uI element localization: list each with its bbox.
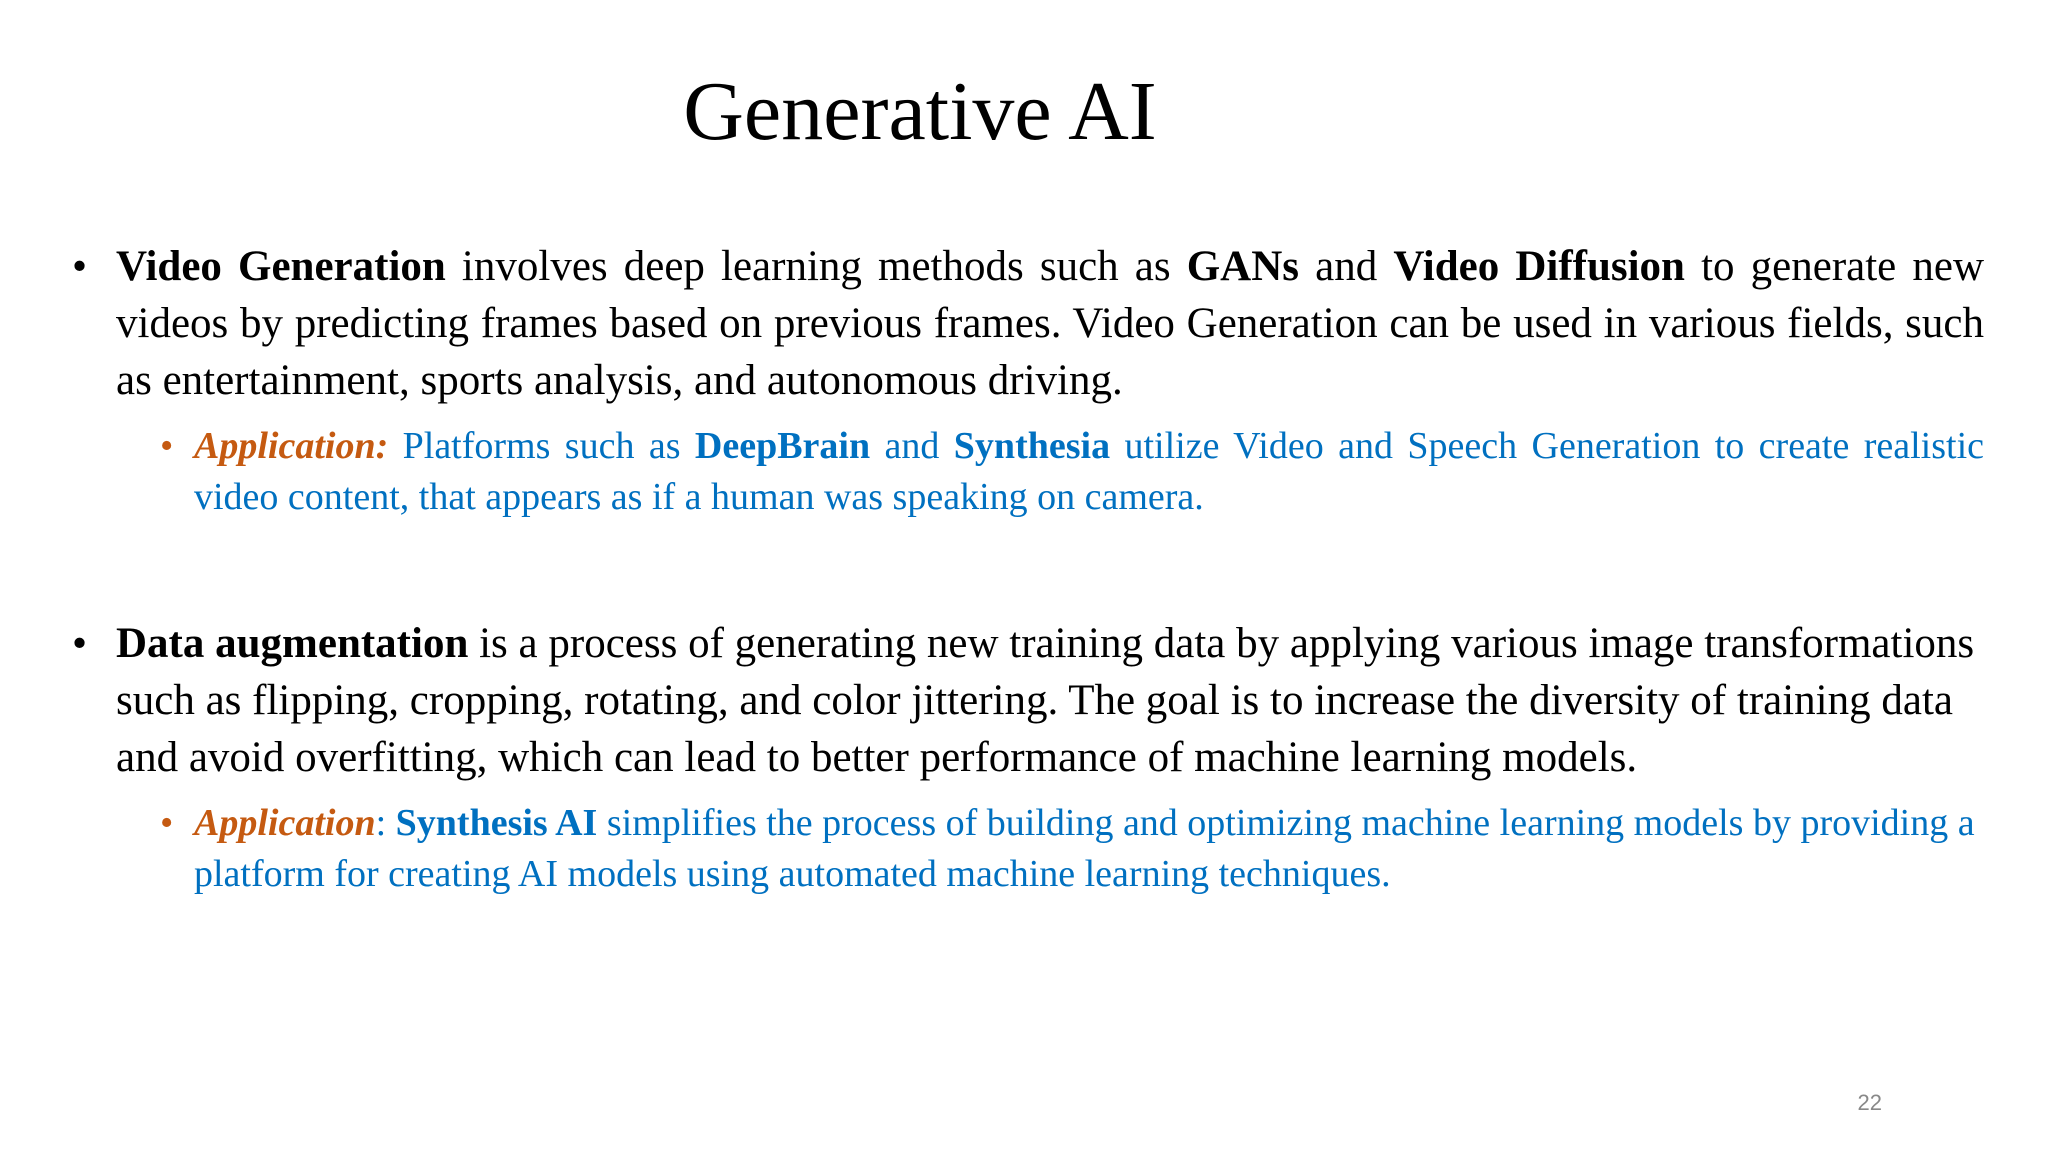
application-name-synthesis-ai: Synthesis AI [395,802,598,844]
slide-title: Generative AI [683,65,1157,158]
sub-bullet-icon: • [160,425,174,467]
application-colon: : [375,802,396,844]
application-text: and [870,425,954,467]
page-number: 22 [1857,1090,1882,1115]
term-data-augmentation: Data augmentation [116,620,469,667]
bullet-icon: • [72,243,88,290]
bullet-text: to generate new videos by predicting frames based on previous frames. Video Generation can be used in various fields, such as entertainment, sports analysis, and autonomous driving. [116,243,1985,404]
sub-bullet-icon: • [160,802,174,844]
application-name-deepbrain: DeepBrain [694,425,871,467]
application-label: Application: [194,425,389,467]
term-gans: GANs [1186,243,1299,290]
bullet-spacer [72,523,1984,615]
bullet-video-generation [72,238,1984,523]
term-video-diffusion: Video Diffusion [1393,243,1685,290]
bullet-text: and [1299,243,1394,290]
bullet-icon: • [72,620,88,667]
application-label: Application [194,802,376,844]
application-text: utilize Video and Speech Generation to create realistic video content, that appears as if a human was speaking on camera. [194,425,1985,518]
bullet-text: involves deep learning methods such as [445,243,1187,290]
application-data-augmentation [160,798,1984,900]
application-text: simplifies the process of building and optimizing machine learning models by providing a platform for creating AI models using automated machine learning techniques. [194,802,1975,895]
application-text: Platforms such as [388,425,695,467]
bullet-data-augmentation [72,615,1984,900]
bullet-text: is a process of generating new training data by applying various image transformations such as flipping, cropping, rotating, and color jittering. The goal is to increase the diversity of training data and avoid overfitting, which can lead to better performance of machine learning models. [116,620,1975,781]
application-name-synthesia: Synthesia [953,425,1111,467]
bullet-list [72,238,1984,900]
application-video-generation [160,421,1984,523]
term-video-generation: Video Generation [116,243,446,290]
